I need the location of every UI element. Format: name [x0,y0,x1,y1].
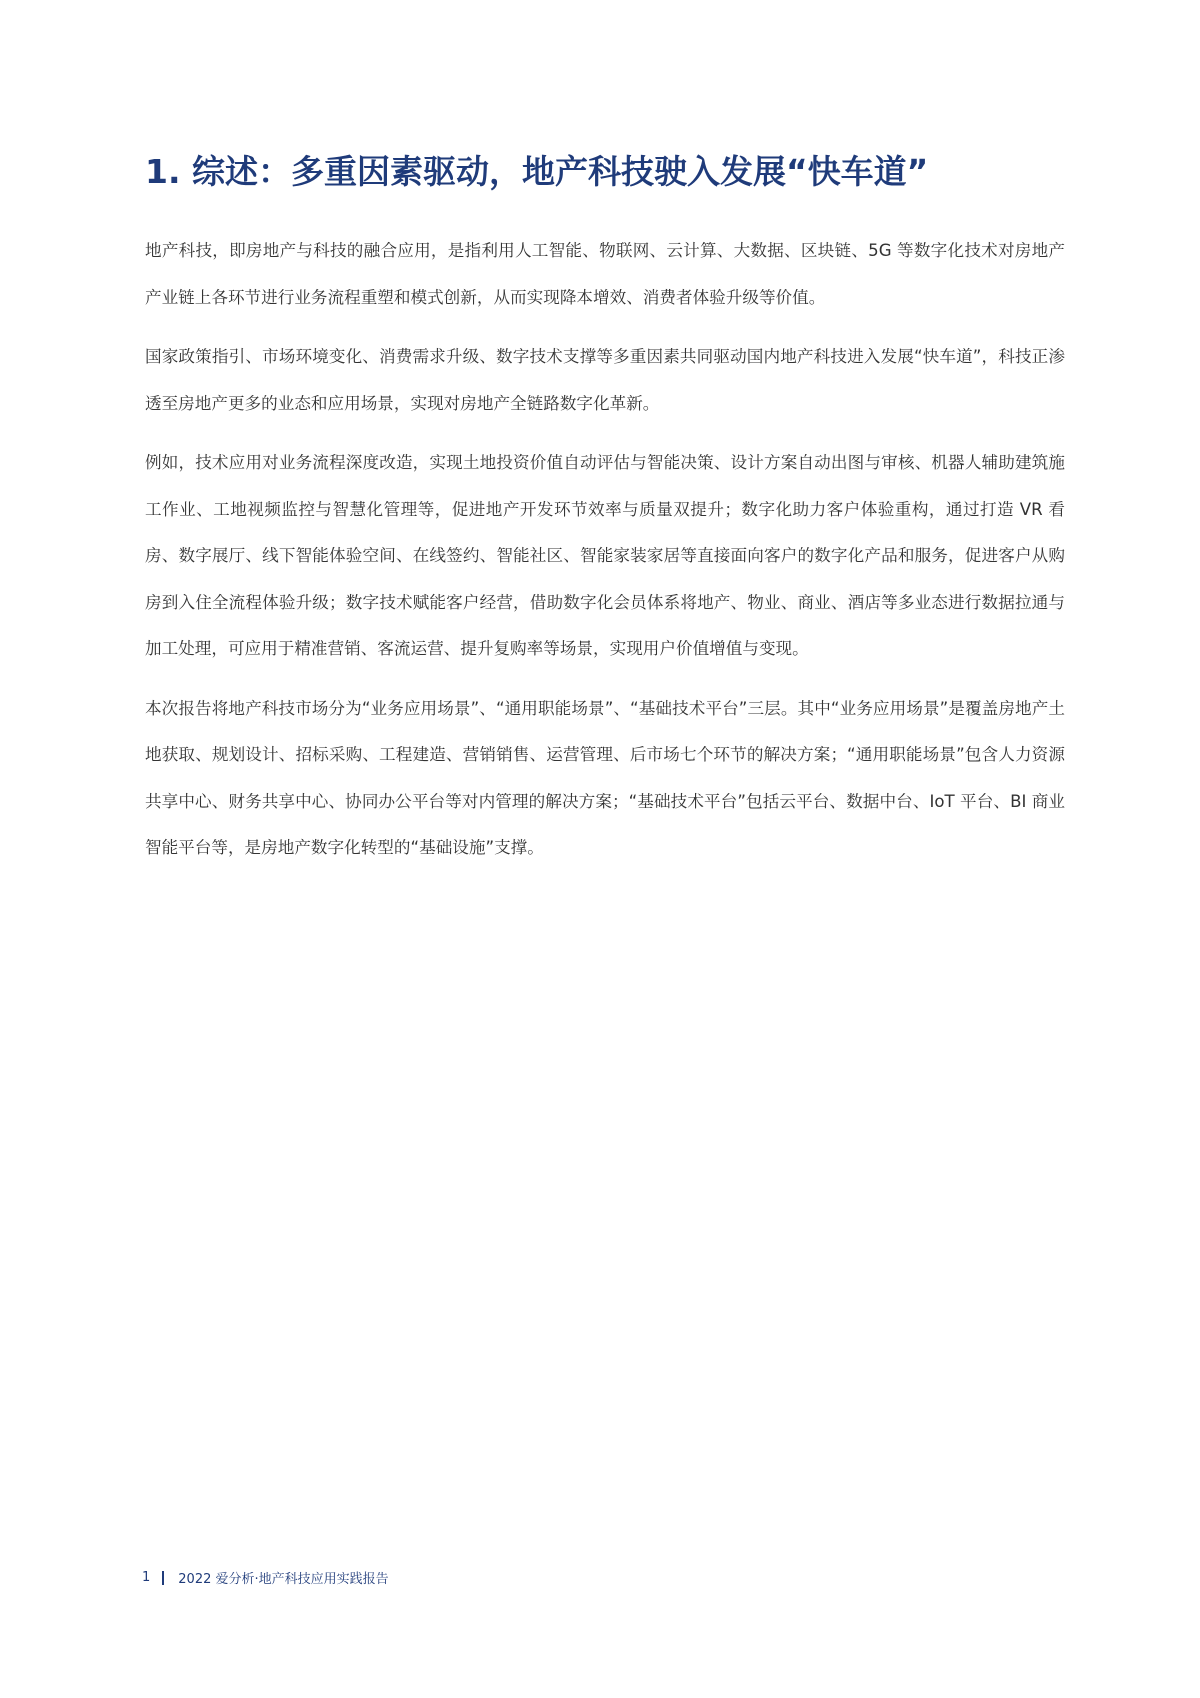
report-title: 2022 爱分析·地产科技应用实践报告 [178,1572,389,1587]
body-text [145,228,1065,885]
paragraph-examples: 例如，技术应用对业务流程深度改造，实现土地投资价值自动评估与智能决策、设计方案自动出图与审核、机器人辅助建筑施工作业、工地视频监控与智慧化管理等，促进地产开发环节效率与质量双提升；数字化助力客户体验重构，通过打造 VR 看房、数字展厅、线下智能体验空间、在线签约、智能社区、智能家装家居等直接面向客户的数字化产品和服务，促进客户从购房到入住全流程体验升级；数字技术赋能客户经营，借助数字化会员体系将地产、物业、商业、酒店等多业态进行数据拉通与加工处理，可应用于精准营销、客流运营、提升复购率等场景，实现用户价值增值与变现。 [145,453,1065,658]
footer-divider [162,1571,164,1585]
page-number: 1 [142,1570,151,1585]
paragraph-drivers: 国家政策指引、市场环境变化、消费需求升级、数字技术支撑等多重因素共同驱动国内地产科技进入发展“快车道”，科技正渗透至房地产更多的业态和应用场景，实现对房地产全链路数字化革新。 [145,347,1065,413]
paragraph-report-structure: 本次报告将地产科技市场分为“业务应用场景”、“通用职能场景”、“基础技术平台”三层。其中“业务应用场景”是覆盖房地产土地获取、规划设计、招标采购、工程建造、营销销售、运营管理、后市场七个环节的解决方案；“通用职能场景”包含人力资源共享中心、财务共享中心、协同办公平台等对内管理的解决方案；“基础技术平台”包括云平台、数据中台、IoT 平台、BI 商业智能平台等，是房地产数字化转型的“基础设施”支撑。 [145,698,1065,857]
paragraph-definition: 地产科技，即房地产与科技的融合应用，是指利用人工智能、物联网、云计算、大数据、区块链、5G 等数字化技术对房地产产业链上各环节进行业务流程重塑和模式创新，从而实现降本增效、消费者体验升级等价值。 [145,241,1065,307]
page-footer [142,1568,389,1587]
page-title: 1. 综述：多重因素驱动，地产科技驶入发展“快车道” [145,152,929,191]
